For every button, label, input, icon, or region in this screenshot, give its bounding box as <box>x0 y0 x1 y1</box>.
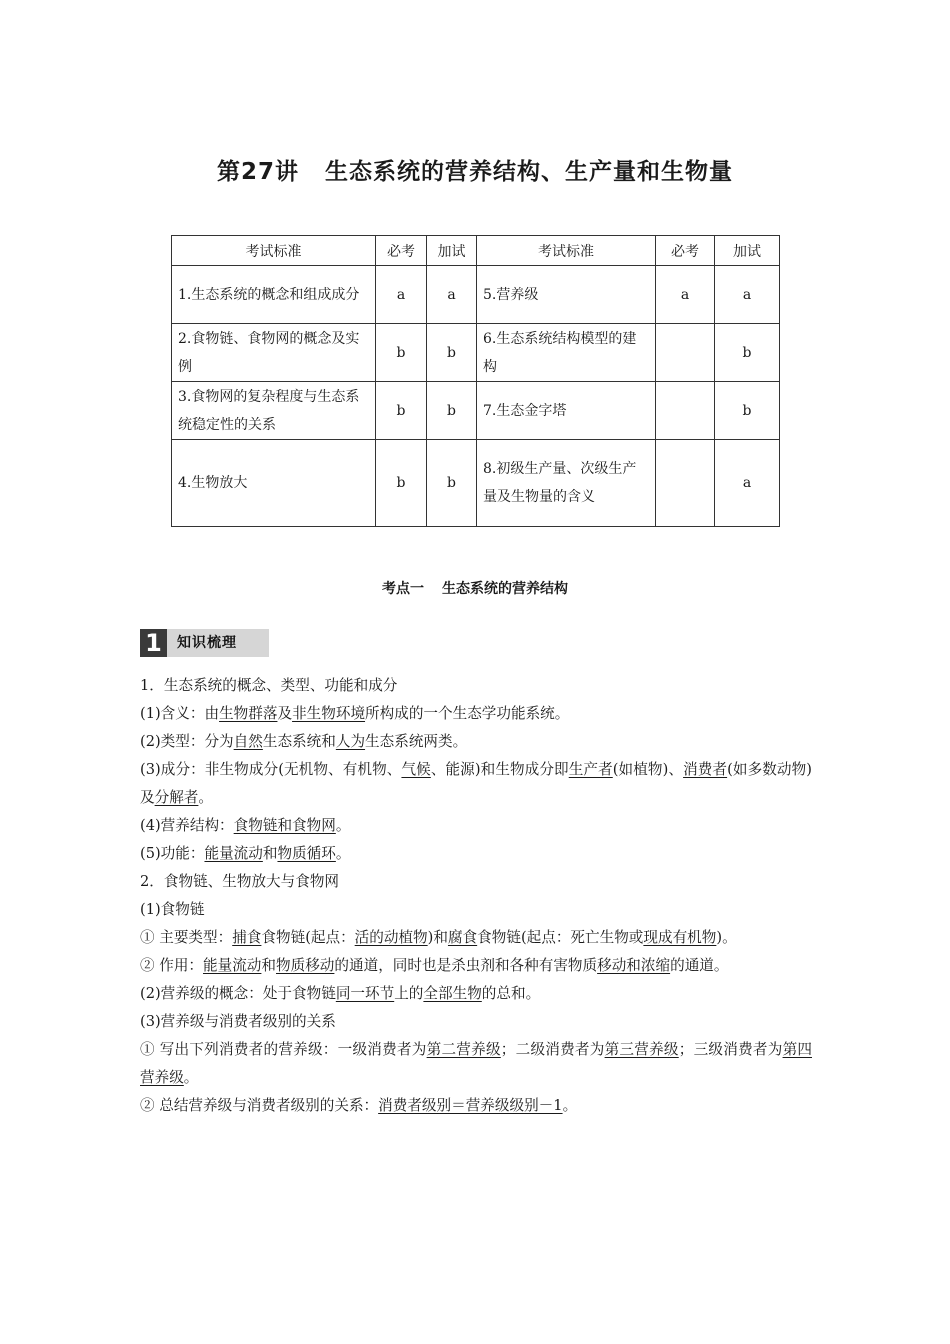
answer-blank: 食物链和食物网 <box>233 817 336 834</box>
standard-name: 2.食物链、食物网的概念及实例 <box>172 324 376 382</box>
answer-blank: 现成有机物 <box>643 929 717 946</box>
paragraph-chain-types: ① 主要类型：捕食食物链(起点：活的动植物)和腐食食物链(起点：死亡生物或现成有机物)。 <box>140 929 737 946</box>
additional-level: b <box>715 324 780 382</box>
lecture-number: 第27讲 <box>216 159 299 185</box>
required-level <box>656 440 715 527</box>
standard-name: 5.营养级 <box>477 266 656 324</box>
answer-blank: 能量流动 <box>204 845 263 862</box>
answer-blank: 腐食 <box>447 929 478 946</box>
table-header-row <box>172 236 780 266</box>
answer-blank: 全部生物 <box>423 985 482 1002</box>
header-cell: 考试标准 <box>172 236 376 266</box>
subheading-relation: (3)营养级与消费者级别的关系 <box>140 1013 336 1030</box>
answer-blank: 生产者 <box>568 761 613 778</box>
standard-name: 1.生态系统的概念和组成成分 <box>172 266 376 324</box>
required-level: b <box>376 440 427 527</box>
standard-name: 4.生物放大 <box>172 440 376 527</box>
section-label: 考点一 <box>382 581 424 597</box>
table-row <box>172 324 780 382</box>
paragraph-consumer-levels: ① 写出下列消费者的营养级：一级消费者为第二营养级；二级消费者为第三营养级；三级消费者为第四营养级。 <box>140 1041 812 1086</box>
answer-blank: 消费者级别＝营养级级别－1 <box>378 1097 563 1114</box>
answer-blank: 分解者 <box>154 789 199 806</box>
additional-level: a <box>715 266 780 324</box>
answer-blank: 非生物环境 <box>292 705 366 722</box>
answer-blank: 第三营养级 <box>604 1041 679 1058</box>
additional-level: b <box>427 440 477 527</box>
required-level: b <box>376 382 427 440</box>
answer-blank: 物质循环 <box>277 845 336 862</box>
paragraph-trophic-level: (2)营养级的概念：处于食物链同一环节上的全部生物的总和。 <box>140 985 541 1002</box>
answer-blank: 第二营养级 <box>426 1041 501 1058</box>
answer-blank: 第四营养级 <box>140 1041 812 1086</box>
heading-2: 2．食物链、生物放大与食物网 <box>140 873 340 890</box>
additional-level: b <box>427 324 477 382</box>
answer-blank: 生物群落 <box>219 705 278 722</box>
table-row <box>172 382 780 440</box>
table-row <box>172 440 780 527</box>
standard-name: 8.初级生产量、次级生产量及生物量的含义 <box>477 440 656 527</box>
paragraph-summary: ② 总结营养级与消费者级别的关系：消费者级别＝营养级级别－1。 <box>140 1097 578 1114</box>
badge-label: 知识梳理 <box>167 629 269 657</box>
answer-blank: 能量流动 <box>203 957 262 974</box>
paragraph-components: (3)成分：非生物成分(无机物、有机物、气候、能源)和生物成分即生产者(如植物)、消费者(如多数动物)及分解者。 <box>140 761 812 806</box>
answer-blank: 物质移动 <box>276 957 335 974</box>
answer-blank: 人为 <box>335 733 366 750</box>
answer-blank: 捕食 <box>232 929 262 946</box>
answer-blank: 同一环节 <box>335 985 395 1002</box>
answer-blank: 活的动植物 <box>354 929 428 946</box>
lecture-topic: 生态系统的营养结构、生产量和生物量 <box>325 159 733 185</box>
required-level: a <box>656 266 715 324</box>
section-heading <box>0 578 950 598</box>
paragraph-meaning: (1)含义：由生物群落及非生物环境所构成的一个生态学功能系统。 <box>140 705 570 722</box>
required-level: a <box>376 266 427 324</box>
table-row <box>172 266 780 324</box>
header-cell: 必考 <box>376 236 427 266</box>
header-cell: 考试标准 <box>477 236 656 266</box>
answer-blank: 气候 <box>401 761 431 778</box>
header-cell: 加试 <box>427 236 477 266</box>
additional-level: a <box>715 440 780 527</box>
header-cell: 必考 <box>656 236 715 266</box>
required-level: b <box>376 324 427 382</box>
knowledge-badge <box>140 629 269 657</box>
required-level <box>656 324 715 382</box>
paragraph-function: (5)功能：能量流动和物质循环。 <box>140 845 351 862</box>
paragraph-types: (2)类型：分为自然生态系统和人为生态系统两类。 <box>140 733 468 750</box>
paragraph-structure: (4)营养结构：食物链和食物网。 <box>140 817 351 834</box>
content-body <box>140 672 812 1120</box>
additional-level: b <box>427 382 477 440</box>
badge-number: 1 <box>140 629 167 657</box>
standard-name: 6.生态系统结构模型的建构 <box>477 324 656 382</box>
header-cell: 加试 <box>715 236 780 266</box>
subheading-food-chain: (1)食物链 <box>140 901 205 918</box>
page-title <box>0 153 950 186</box>
paragraph-chain-role: ② 作用：能量流动和物质移动的通道，同时也是杀虫剂和各种有害物质移动和浓缩的通道。 <box>140 957 729 974</box>
answer-blank: 移动和浓缩 <box>597 957 671 974</box>
answer-blank: 自然 <box>233 733 263 750</box>
additional-level: a <box>427 266 477 324</box>
answer-blank: 消费者 <box>683 761 728 778</box>
section-name: 生态系统的营养结构 <box>442 581 568 597</box>
standard-name: 3.食物网的复杂程度与生态系统稳定性的关系 <box>172 382 376 440</box>
required-level <box>656 382 715 440</box>
standard-name: 7.生态金字塔 <box>477 382 656 440</box>
additional-level: b <box>715 382 780 440</box>
heading-1: 1．生态系统的概念、类型、功能和成分 <box>140 677 398 694</box>
exam-standards-table <box>171 235 780 527</box>
